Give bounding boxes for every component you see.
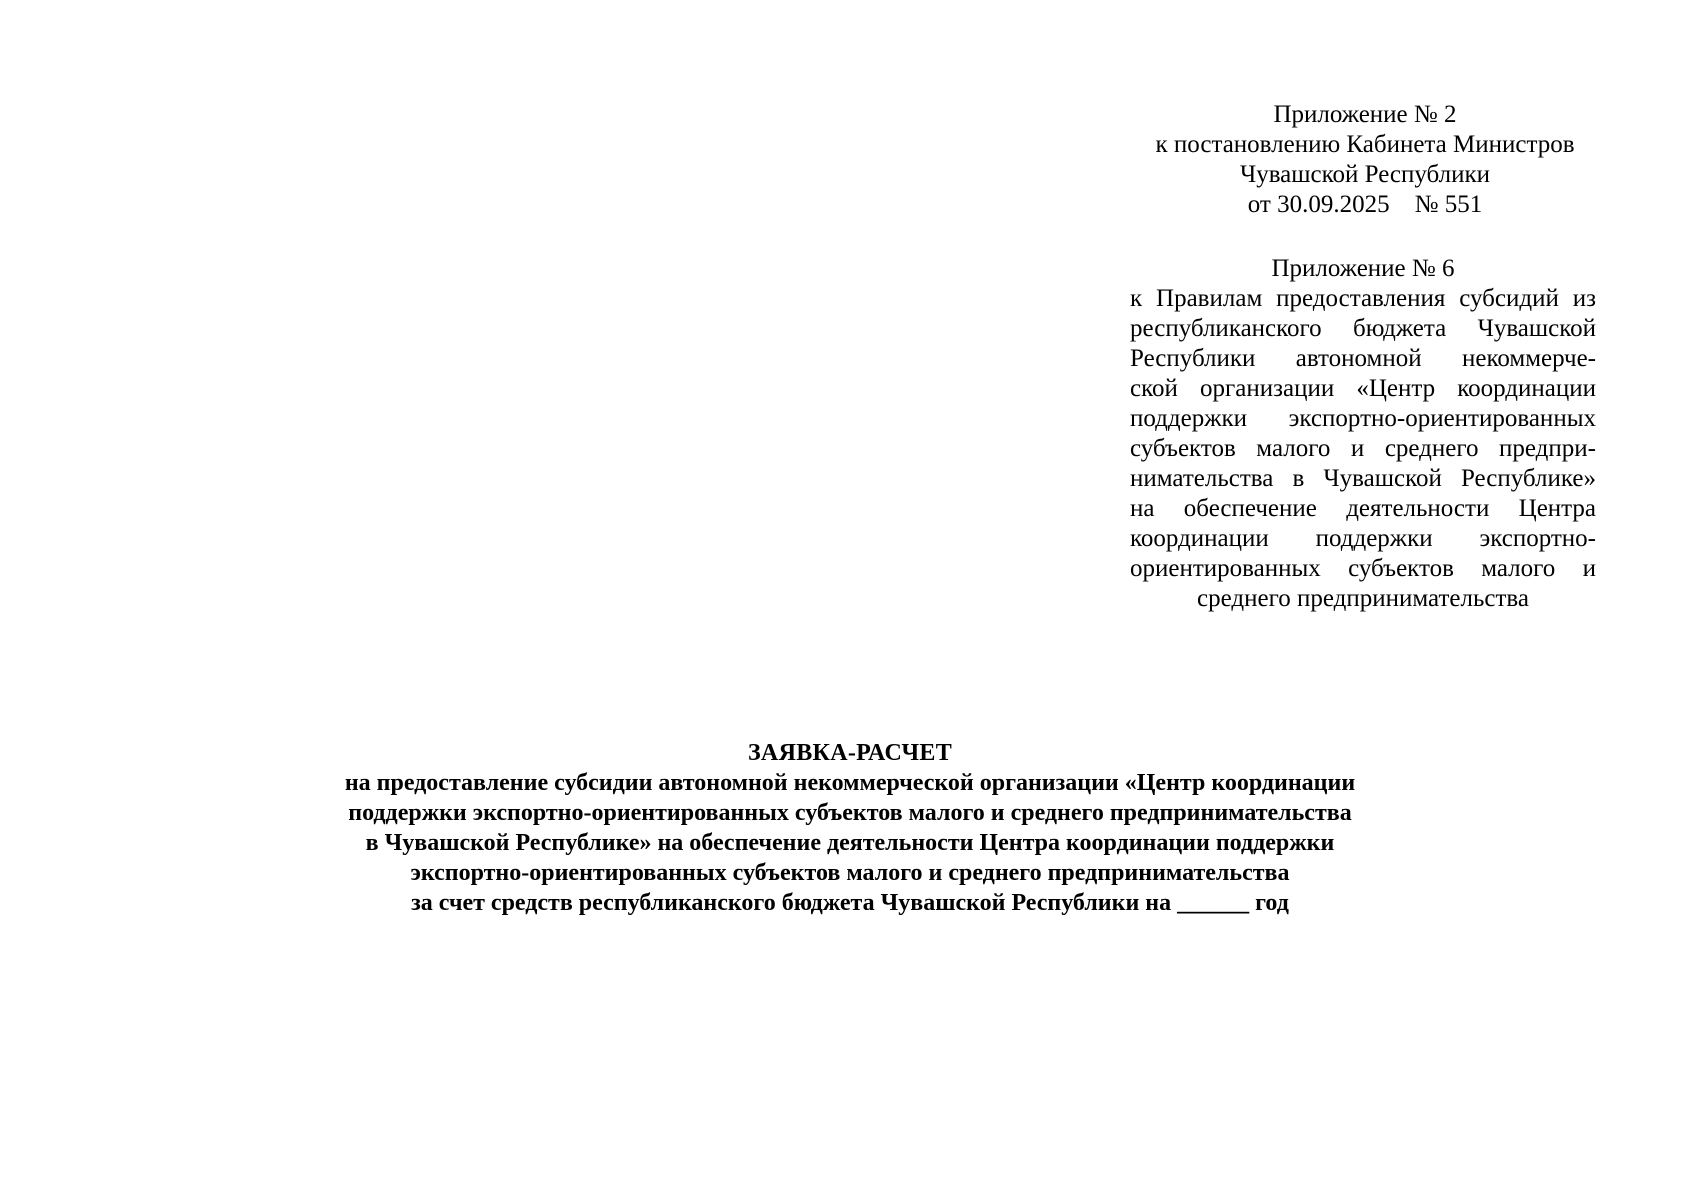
appendix-6-line: координации поддержки экспортно- <box>1130 525 1596 552</box>
appendix-2-date-number: от 30.09.2025 № 551 <box>1247 191 1483 218</box>
appendix-6-line: Республики автономной некоммерче- <box>1130 345 1596 372</box>
document-subtitle-line: за счет средств республиканского бюджета Чувашской Республики на ______ год <box>411 890 1289 916</box>
appendix-6-line: ской организации «Центр координации <box>1130 375 1596 402</box>
appendix-2-resolution-ref: к постановлению Кабинета Министров <box>1155 131 1575 158</box>
appendix-6-number: Приложение № 6 <box>1271 255 1455 282</box>
document-title: ЗАЯВКА-РАСЧЕТ <box>747 740 953 766</box>
appendix-6-line: ориентированных субъектов малого и <box>1130 555 1596 582</box>
appendix-6-line: поддержки экспортно-ориентированных <box>1130 405 1596 432</box>
appendix-6-line: нимательства в Чувашской Республике» <box>1130 465 1596 492</box>
appendix-2-number: Приложение № 2 <box>1273 101 1457 128</box>
appendix-6-line: республиканского бюджета Чувашской <box>1130 315 1596 342</box>
document-title-block <box>200 738 1500 918</box>
appendix-6-line: среднего предпринимательства <box>1197 585 1529 612</box>
appendix-6-line: на обеспечение деятельности Центра <box>1130 495 1596 522</box>
document-subtitle-line: экспортно-ориентированных субъектов малого и среднего предпринимательства <box>410 860 1290 886</box>
appendix-2-block <box>1120 100 1610 220</box>
appendix-2-republic: Чувашской Республики <box>1239 161 1491 188</box>
appendix-6-block <box>1130 254 1596 614</box>
appendix-6-line: к Правилам предоставления субсидий из <box>1130 285 1596 312</box>
document-subtitle-line: в Чувашской Республике» на обеспечение деятельности Центра координации поддержки <box>365 830 1335 856</box>
document-subtitle-line: поддержки экспортно-ориентированных субъектов малого и среднего предпринимательства <box>348 800 1352 826</box>
document-subtitle-line: на предоставление субсидии автономной некоммерческой организации «Центр координации <box>344 770 1356 796</box>
appendix-6-line: субъектов малого и среднего предпри- <box>1130 435 1596 462</box>
